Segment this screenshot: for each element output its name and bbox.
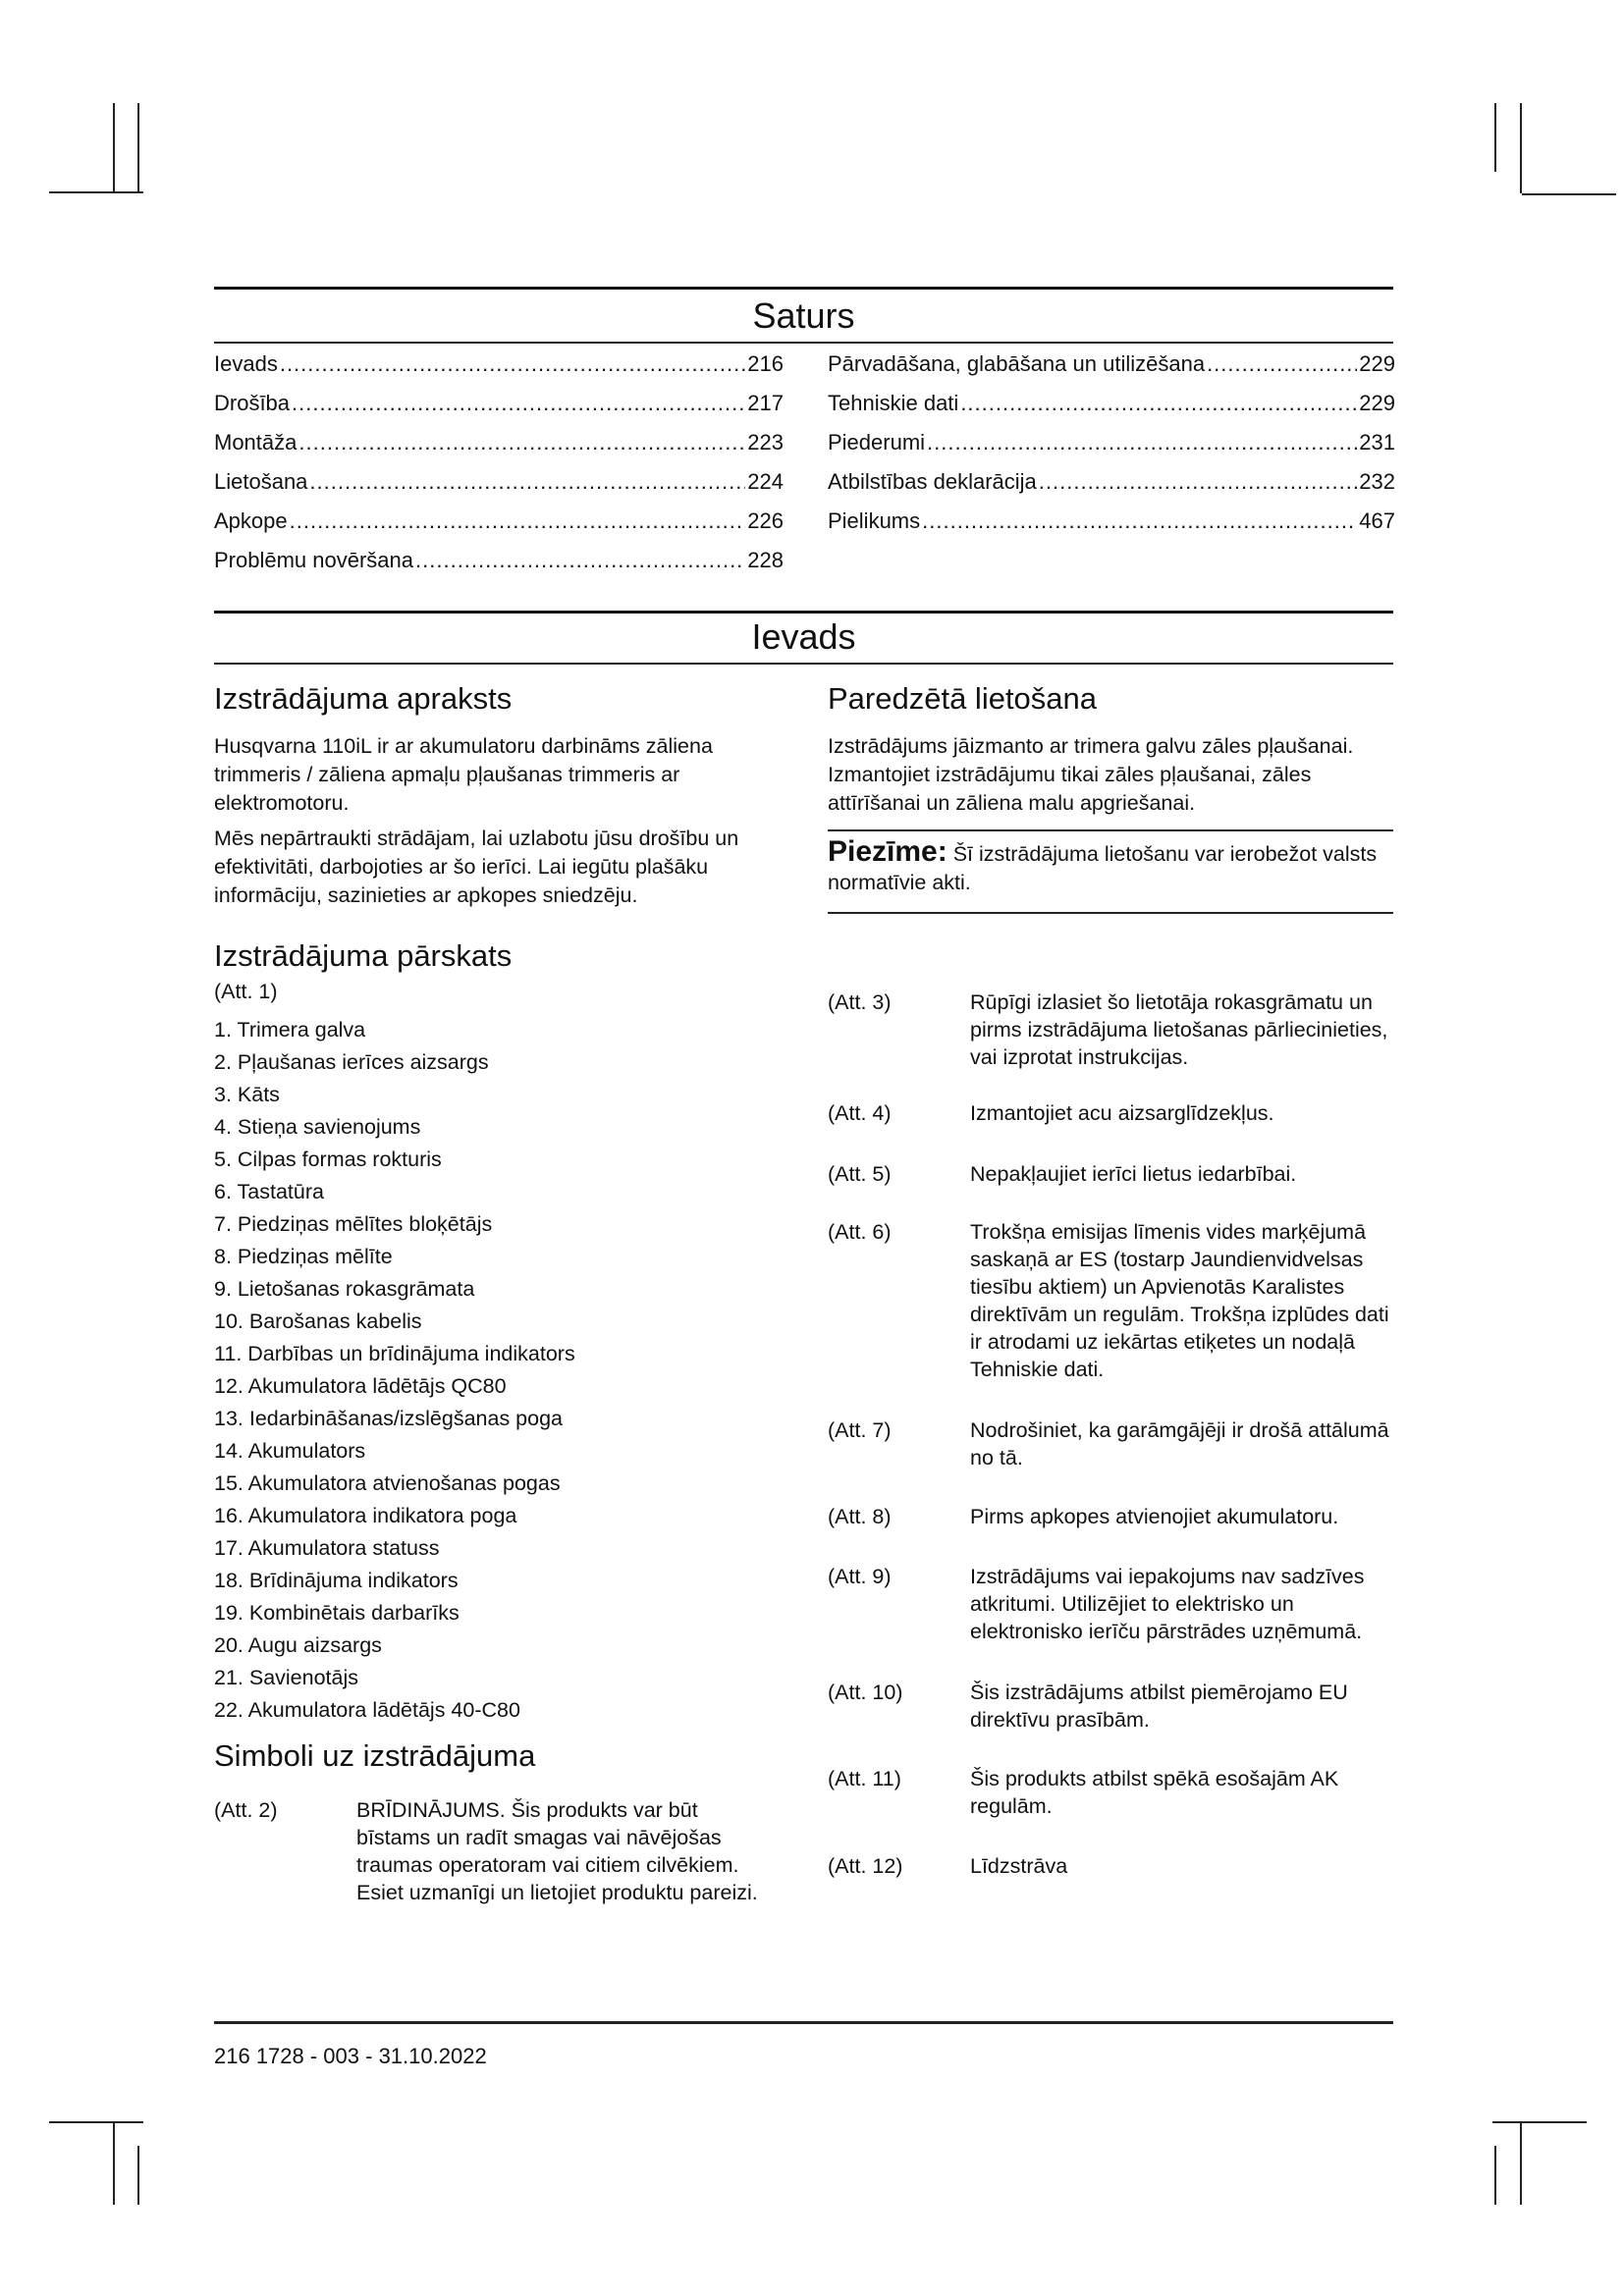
symbol-figure-ref: (Att. 9): [828, 1565, 892, 1588]
toc-leader: [415, 548, 745, 573]
toc-entry-label: Drošība: [214, 391, 291, 415]
symbol-description: Trokšņa emisijas līmenis vides marķējumā saskaņā ar ES (tostarp Jaundienvidvelsas tiesību aktiem) un Apvienotās Karalistes direktīvām un regulām. Trokšņa izplūdes dati ir atrodami uz iekārtas etiķetes un nodaļā Tehniskie dati.: [970, 1220, 1389, 1381]
list-item: 5. Cilpas formas rokturis: [214, 1148, 442, 1171]
toc-leader: [292, 391, 745, 416]
toc-entry[interactable]: [214, 469, 784, 508]
intro-title: Ievads: [751, 616, 856, 657]
list-item: 3. Kāts: [214, 1083, 280, 1106]
toc-entry[interactable]: [214, 548, 784, 587]
toc-entry-label: Atbilstības deklarācija: [828, 469, 1037, 494]
toc-entry-page: 226: [747, 508, 784, 533]
symbol-description: Nodrošiniet, ka garāmgājēji ir drošā attālumā no tā.: [970, 1418, 1389, 1469]
symbol-figure-ref: (Att. 11): [828, 1767, 901, 1790]
list-item: 11. Darbības un brīdinājuma indikators: [214, 1342, 575, 1365]
symbol-figure-ref: (Att. 10): [828, 1681, 903, 1704]
symbols-heading: Simboli uz izstrādājuma: [214, 1738, 536, 1773]
list-item: 12. Akumulatora lādētājs QC80: [214, 1374, 507, 1398]
symbol-figure-ref: (Att. 2): [214, 1798, 278, 1822]
note-top-rule: [828, 829, 1393, 831]
note-text: Šī izstrādājuma lietošanu var ierobežot valsts normatīvie akti.: [828, 842, 1378, 894]
toc-title-rule: [214, 342, 1393, 344]
list-item: 20. Augu aizsargs: [214, 1633, 382, 1657]
toc-entry-label: Piederumi: [828, 430, 926, 454]
toc-entry-label: Lietošana: [214, 469, 308, 494]
symbol-figure-ref: (Att. 12): [828, 1854, 903, 1878]
toc-entry-label: Montāža: [214, 430, 298, 454]
symbol-figure-ref: (Att. 6): [828, 1220, 892, 1244]
toc-title: Saturs: [752, 295, 855, 336]
symbol-description: Nepakļaujiet ierīci lietus iedarbībai.: [970, 1162, 1297, 1186]
toc-entry-label: Pārvadāšana, glabāšana un utilizēšana: [828, 351, 1206, 376]
product-overview-heading: Izstrādājuma pārskats: [214, 938, 513, 973]
note-label: Piezīme:: [828, 835, 947, 868]
symbol-description: Rūpīgi izlasiet šo lietotāja rokasgrāmatu un pirms izstrādājuma lietošanas pārliecinieties, vai izprotat instrukcijas.: [970, 990, 1388, 1069]
page-footer: 216 1728 - 003 - 31.10.2022: [214, 2044, 487, 2068]
list-item: 2. Pļaušanas ierīces aizsargs: [214, 1050, 489, 1074]
toc-entry[interactable]: [828, 469, 1395, 508]
toc-entry-label: Problēmu novēršana: [214, 548, 414, 572]
footer-rule: [214, 2021, 1393, 2024]
product-description-paragraph: Husqvarna 110iL ir ar akumulatoru darbināms zāliena trimmeris / zāliena apmaļu pļaušanas trimmeris ar elektromotoru.: [214, 734, 713, 815]
toc-entry[interactable]: [214, 351, 784, 391]
toc-leader: [1039, 469, 1358, 495]
toc-entry-page: 232: [1359, 469, 1395, 494]
toc-entry[interactable]: [828, 430, 1395, 469]
toc-leader: [960, 391, 1357, 416]
toc-leader: [290, 508, 746, 534]
symbol-figure-ref: (Att. 4): [828, 1101, 892, 1125]
product-overview-figure-ref: (Att. 1): [214, 980, 278, 1003]
list-item: 7. Piedziņas mēlītes bloķētājs: [214, 1212, 493, 1236]
toc-entry-label: Tehniskie dati: [828, 391, 959, 415]
toc-right-column: [828, 351, 1395, 548]
product-overview-list: [214, 1014, 575, 1727]
symbol-description: Līdzstrāva: [970, 1854, 1068, 1878]
toc-entry-page: 228: [747, 548, 784, 572]
symbol-figure-ref: (Att. 7): [828, 1418, 892, 1442]
symbol-description: Izstrādājums vai iepakojums nav sadzīves atkritumi. Utilizējiet to elektrisko un elektronisko ierīču pārstrādes uzņēmumā.: [970, 1565, 1365, 1643]
list-item: 8. Piedziņas mēlīte: [214, 1245, 393, 1268]
list-item: 17. Akumulatora statuss: [214, 1536, 440, 1560]
intended-use-heading: Paredzētā lietošana: [828, 681, 1098, 716]
toc-entry-label: Pielikums: [828, 508, 921, 533]
toc-entry[interactable]: [828, 508, 1395, 548]
toc-entry-page: 223: [747, 430, 784, 454]
toc-entry-page: 216: [747, 351, 784, 376]
toc-top-rule: [214, 287, 1393, 290]
toc-entry-page: 467: [1359, 508, 1395, 533]
toc-entry[interactable]: [828, 391, 1395, 430]
product-description-paragraph: Mēs nepārtraukti strādājam, lai uzlabotu jūsu drošību un efektivitāti, darbojoties ar šo ierīci. Lai iegūtu plašāku informāciju, sazinieties ar apkopes sniedzēju.: [214, 827, 739, 907]
intended-use-paragraph: Izstrādājums jāizmanto ar trimera galvu zāles pļaušanai. Izmantojiet izstrādājumu tikai zāles pļaušanai, zāles attīrīšanai un zāliena malu apgriešanai.: [828, 734, 1354, 815]
toc-leader: [309, 469, 745, 495]
list-item: 14. Akumulators: [214, 1439, 366, 1463]
toc-entry-page: 229: [1359, 391, 1395, 415]
symbol-figure-ref: (Att. 5): [828, 1162, 892, 1186]
symbol-figure-ref: (Att. 8): [828, 1505, 892, 1528]
toc-entry[interactable]: [214, 430, 784, 469]
symbol-figure-ref: (Att. 3): [828, 990, 892, 1014]
list-item: 16. Akumulatora indikatora poga: [214, 1504, 517, 1527]
list-item: 6. Tastatūra: [214, 1180, 324, 1203]
toc-entry-page: 231: [1359, 430, 1395, 454]
toc-leader: [298, 430, 745, 455]
toc-leader: [280, 351, 745, 377]
toc-entry[interactable]: [828, 351, 1395, 391]
toc-leader: [922, 508, 1357, 534]
list-item: 22. Akumulatora lādētājs 40-C80: [214, 1698, 520, 1722]
list-item: 4. Stieņa savienojums: [214, 1115, 421, 1139]
product-description-heading: Izstrādājuma apraksts: [214, 681, 513, 716]
list-item: 9. Lietošanas rokasgrāmata: [214, 1277, 475, 1301]
symbol-description: Šis izstrādājums atbilst piemērojamo EU direktīvu prasībām.: [970, 1681, 1348, 1732]
symbol-description: Šis produkts atbilst spēkā esošajām AK regulām.: [970, 1767, 1339, 1818]
list-item: 13. Iedarbināšanas/izslēgšanas poga: [214, 1407, 564, 1430]
symbol-description: Pirms apkopes atvienojiet akumulatoru.: [970, 1505, 1339, 1528]
note-paragraph: [828, 837, 1393, 897]
intro-title-rule: [214, 663, 1393, 665]
symbol-description: Izmantojiet acu aizsarglīdzekļus.: [970, 1101, 1274, 1125]
list-item: 19. Kombinētais darbarīks: [214, 1601, 460, 1625]
toc-entry[interactable]: [214, 391, 784, 430]
toc-entry[interactable]: [214, 508, 784, 548]
note-bottom-rule: [828, 912, 1393, 914]
toc-entry-label: Ievads: [214, 351, 278, 376]
list-item: 1. Trimera galva: [214, 1018, 366, 1041]
symbol-description: BRĪDINĀJUMS. Šis produkts var būt bīstams un radīt smagas vai nāvējošas traumas operatoram vai citiem cilvēkiem. Esiet uzmanīgi un lietojiet produktu pareizi.: [356, 1798, 758, 1904]
toc-entry-page: 217: [747, 391, 784, 415]
list-item: 18. Brīdinājuma indikators: [214, 1569, 459, 1592]
intro-top-rule: [214, 611, 1393, 614]
toc-entry-label: Apkope: [214, 508, 288, 533]
list-item: 10. Barošanas kabelis: [214, 1309, 422, 1333]
list-item: 21. Savienotājs: [214, 1666, 359, 1689]
list-item: 15. Akumulatora atvienošanas pogas: [214, 1471, 561, 1495]
toc-entry-page: 224: [747, 469, 784, 494]
toc-entry-page: 229: [1359, 351, 1395, 376]
toc-leader: [1207, 351, 1357, 377]
toc-leader: [927, 430, 1357, 455]
toc-left-column: [214, 351, 784, 587]
